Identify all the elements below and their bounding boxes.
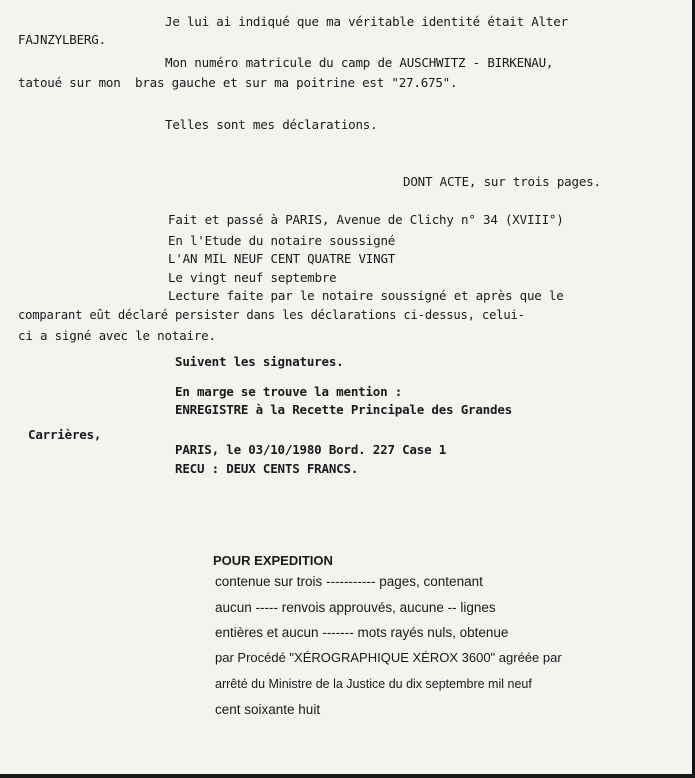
mention-line-6: RECU : DEUX CENTS FRANCS. <box>175 461 359 476</box>
expedition-line-1: contenue sur trois ----------- pages, contenant <box>215 574 483 589</box>
mention-line-3: ENREGISTRE à la Recette Principale des Grandes <box>175 402 512 417</box>
expedition-line-5: arrêté du Ministre de la Justice du dix septembre mil neuf <box>215 677 532 691</box>
act-line-4: Le vingt neuf septembre <box>168 270 337 285</box>
declaration-line-4a: tatoué sur mon <box>18 75 121 90</box>
mention-line-2: En marge se trouve la mention : <box>175 384 403 399</box>
expedition-line-6: cent soixante huit <box>215 702 321 717</box>
mention-line-4: Carrières, <box>28 427 102 442</box>
declaration-line-3: Mon numéro matricule du camp de AUSCHWITZ - BIRKENAU, <box>165 55 554 70</box>
expedition-title: POUR EXPEDITION <box>213 553 333 568</box>
declaration-line-1: Je lui ai indiqué que ma véritable identité était Alter <box>165 14 568 29</box>
scan-bottom-edge <box>0 774 695 778</box>
expedition-line-4: par Procédé "XÉROGRAPHIQUE XÉROX 3600" agréée par <box>215 650 562 665</box>
act-line-1: Fait et passé à PARIS, Avenue de Clichy n° 34 (XVIII°) <box>168 212 564 227</box>
declaration-line-5: Telles sont mes déclarations. <box>165 117 378 132</box>
declaration-line-2: FAJNZYLBERG. <box>18 32 106 47</box>
declaration-line-6: DONT ACTE, sur trois pages. <box>403 174 601 189</box>
act-line-2: En l'Etude du notaire soussigné <box>168 233 396 248</box>
expedition-line-3: entières et aucun ------- mots rayés nuls, obtenue <box>215 625 509 640</box>
act-line-5: Lecture faite par le notaire soussigné et après que le <box>168 288 564 303</box>
act-line-6: comparant eût déclaré persister dans les déclarations ci-dessus, celui- <box>18 308 525 322</box>
mention-line-5: PARIS, le 03/10/1980 Bord. 227 Case 1 <box>175 442 447 457</box>
mention-line-1: Suivent les signatures. <box>175 354 344 369</box>
declaration-line-4b: bras gauche et sur ma poitrine est "27.675". <box>135 75 458 90</box>
act-line-3: L'AN MIL NEUF CENT QUATRE VINGT <box>168 251 396 266</box>
expedition-line-2: aucun ----- renvois approuvés, aucune -- lignes <box>215 600 496 615</box>
act-line-7: ci a signé avec le notaire. <box>18 328 216 343</box>
